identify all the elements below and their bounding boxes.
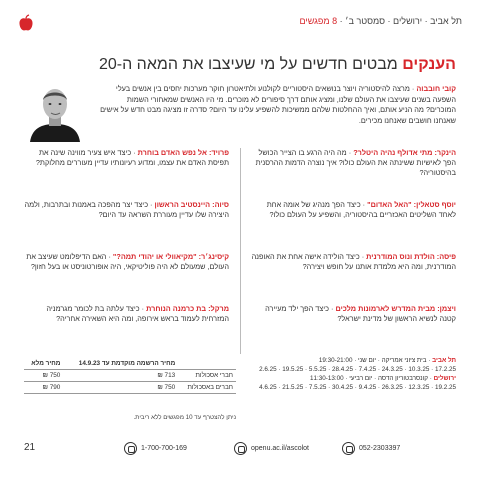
lecture-item [251, 200, 456, 220]
lecture-item [24, 252, 229, 272]
running-head [299, 16, 462, 26]
installments-note: ניתן להצטרף עד 10 מפגשים ללא ריבית. [133, 414, 236, 421]
schedule-detail-jlm: · קונסרבטוריון הדסה · יום רביעי · 11:30-13:00 [310, 375, 434, 382]
lecture-title: פרויד: אל נפש האדם בוחרת [137, 148, 229, 157]
lecture-description: · כיצד איש צעיר מווינה שינה את תפיסת האדם את עצמו, ומדוע רעיונותיו עדיין מעוררים מחלוקת? [35, 148, 229, 168]
price-table-header [24, 358, 236, 370]
lecture-description: · מה היה הרגע בו הצייר הכושל הפך לאישיות ששינתה את העולם כולו? איך נוצרה הדמות ההרסנית בהיסטוריה? [255, 148, 456, 178]
price-cell: 750 ₪ [63, 382, 178, 394]
schedule-dates-jlm: 19.2.25 · 12.3.25 · 26.3.25 · 9.4.25 · 30.4.25 · 7.5.25 · 21.5.25 · 4.6.25 [259, 384, 456, 391]
whatsapp-icon [342, 442, 355, 455]
schedule-jerusalem [244, 374, 456, 383]
lecture-title: פיסה: הולדת ונוס המודרנית [366, 252, 456, 261]
title-bold: הענקים [402, 56, 456, 73]
lecture-item [24, 304, 229, 324]
website-contact[interactable] [234, 441, 309, 455]
phone-icon [124, 442, 137, 455]
lecture-item [251, 304, 456, 324]
lecturer-portrait [24, 82, 86, 142]
lecturer-intro [96, 84, 456, 126]
schedule-dates-tlv: 17.2.25 · 10.3.25 · 24.3.25 · 7.4.25 · 28.4.25 · 5.5.25 · 19.5.25 · 2.6.25 [259, 366, 456, 373]
page-title [24, 56, 456, 74]
price-table [24, 358, 236, 394]
price-header-cell [178, 358, 236, 370]
lecture-item [24, 148, 229, 168]
website-link[interactable]: openu.ac.il/ascolot [251, 444, 309, 452]
phone-contact[interactable] [124, 441, 187, 455]
running-head-sessions: 8 מפגשים [299, 16, 338, 26]
lecture-title: מרקל: בת כרמנה הנוחרת [146, 304, 229, 313]
column-divider [240, 148, 241, 354]
table-row [24, 370, 236, 382]
page-header [18, 14, 462, 32]
price-cell: חברי אסכולות [178, 370, 236, 382]
phone-number[interactable]: 1-700-700-169 [141, 444, 187, 452]
page-footer [24, 438, 456, 458]
price-header-cell: מחיר מלא [24, 358, 63, 370]
lecture-title: קיסינג׳ר: "מקיאוולי או יהודי תמה?" [112, 252, 229, 261]
table-row [24, 382, 236, 394]
price-cell: 713 ₪ [63, 370, 178, 382]
lecture-title: ויצמן: מבית המדרש לארמונות מלכים [335, 304, 456, 313]
price-cell: חברים באסכולות [178, 382, 236, 394]
price-cell: 750 ₪ [24, 370, 63, 382]
lecture-description: · כיצד עלתה בת לכומר מגרמניה המזרחית לעמוד בראש אירופה, ומה היא השאירה אחריה? [46, 304, 229, 324]
lecture-description: · כיצד הולידה אישה אחת את האופנה המודרנית, ומה היא מלמדת אותנו על חופש ויצירה? [251, 252, 456, 272]
price-cell: 790 ₪ [24, 382, 63, 394]
schedule-block [244, 356, 456, 392]
schedule-tel-aviv [244, 356, 456, 365]
lecture-description: · כיצד הפך ילד מעיירה קטנה לנשיא הראשון של מדינת ישראל? [265, 304, 456, 324]
apple-logo-icon [18, 14, 34, 32]
title-rest: מבטים חדשים על מי שעיצבו את המאה ה-20 [98, 56, 403, 73]
lecture-title: הינקר: מתי אדולף נהיה היטלר? [353, 148, 456, 157]
running-head-text: תל אביב · ירושלים · סמסטר ב׳ · [337, 16, 462, 26]
globe-icon [234, 442, 247, 455]
schedule-city-tlv: תל אביב [432, 357, 456, 364]
lecture-description: · כיצד יצר מהפכה באמנות ובתרבות, ולמה היצירה שלו עדיין מעוררת השראה עד היום? [24, 200, 229, 220]
lecture-description: · האם הדיפלומט שעיצב את העולם, שמעולם לא היה פוליטיקאי, היה אופורטוניסט או בעל חזון? [26, 252, 229, 272]
lecturer-name: קובי חובבוה [416, 84, 456, 93]
whatsapp-contact[interactable] [342, 441, 400, 455]
schedule-city-jlm: ירושלים [433, 375, 456, 382]
lecture-grid [24, 148, 456, 354]
schedule-detail-tlv: · בית ציוני אמריקה · יום שני · 19:30-21:00 [318, 357, 433, 364]
intro-body: · מרצה להיסטוריה ויוצר בנושאים היסטוריים לקולנוע ולתיאטרון חוקר מערכות יחסים בין אנשים בעלי השפעה בשנים שעיצבו את העולם שלנו, ומציג אותם דרך סיפורים לא מוכרים. מי היו האנשים שמאחורי השמות המוכרים? מה הניע אותם, ואיך ההחלטות שלהם ממשיכות להשפיע עלינו עד היום? סדרה זו מציגה מבט חדש על אישים שאנחנו חושבים שאנחנו מכירים. [100, 84, 456, 125]
lecture-item [251, 252, 456, 272]
price-header-cell: מחיר הרשמה מוקדמת עד 14.9.23 [63, 358, 178, 370]
lecture-description: · כיצד הפך מנהיג של אומה אחת לאחד השליטים האכזריים בהיסטוריה, והשפיע על העולם כולו? [266, 200, 456, 220]
lecture-item [24, 200, 229, 220]
lecture-title: יוסף סטאלין: "האל האדום" [367, 200, 456, 209]
whatsapp-number[interactable]: 052-2303397 [359, 444, 401, 452]
page-number: 21 [24, 442, 36, 453]
lecture-title: סיוה: היינסטיב הראשון [154, 200, 229, 209]
lecture-item [251, 148, 456, 179]
